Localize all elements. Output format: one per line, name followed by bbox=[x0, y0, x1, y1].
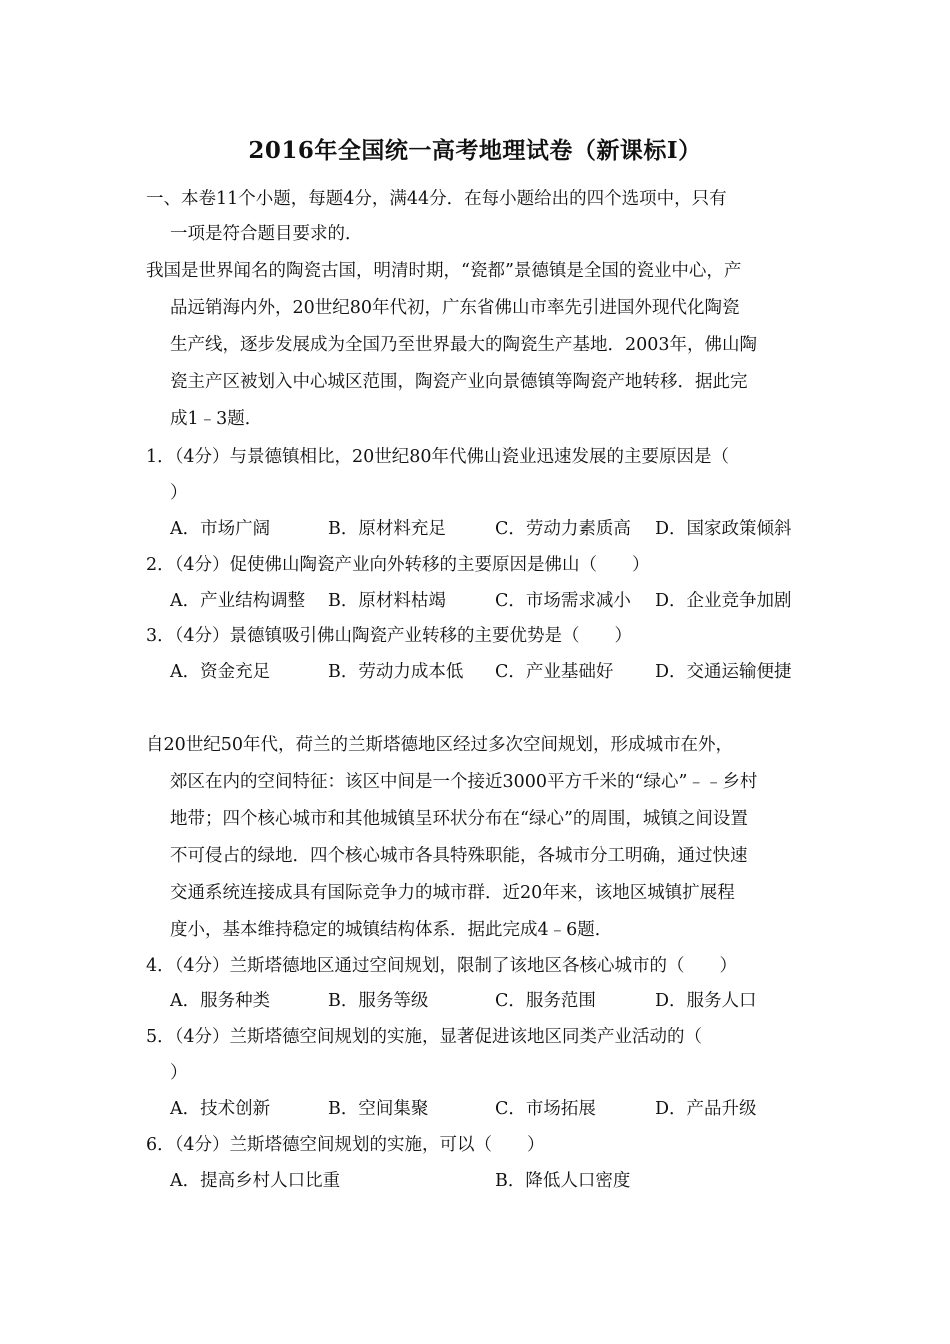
question-5-stem-cont: ） bbox=[170, 1063, 188, 1083]
q3-option-a: A．资金充足 bbox=[170, 662, 271, 682]
q6-option-b: B．降低人口密度 bbox=[495, 1171, 631, 1191]
question-4-stem: 4．（4分）兰斯塔德地区通过空间规划，限制了该地区各核心城市的（ ） bbox=[146, 956, 738, 976]
passage1-line: 我国是世界闻名的陶瓷古国，明清时期，“瓷都”景德镇是全国的瓷业中心，产 bbox=[146, 261, 742, 281]
q3-option-d: D．交通运输便捷 bbox=[655, 662, 792, 682]
passage2-line: 郊区在内的空间特征：该区中间是一个接近3000平方千米的“绿心”﹣﹣乡村 bbox=[170, 772, 758, 792]
passage2-line: 交通系统连接成具有国际竞争力的城市群．近20年来，该地区城镇扩展程 bbox=[170, 883, 735, 903]
q4-option-a: A．服务种类 bbox=[170, 991, 271, 1011]
q3-option-c: C．产业基础好 bbox=[495, 662, 614, 682]
passage1-line: 成1﹣3题． bbox=[170, 409, 263, 429]
q5-option-b: B．空间集聚 bbox=[328, 1099, 429, 1119]
question-5-stem: 5．（4分）兰斯塔德空间规划的实施，显著促进该地区同类产业活动的（ bbox=[146, 1027, 703, 1047]
q1-option-c: C．劳动力素质高 bbox=[495, 519, 631, 539]
q1-option-b: B．原材料充足 bbox=[328, 519, 446, 539]
q5-option-a: A．技术创新 bbox=[170, 1099, 271, 1119]
q6-option-a: A．提高乡村人口比重 bbox=[170, 1171, 341, 1191]
q2-option-d: D．企业竞争加剧 bbox=[655, 591, 792, 611]
q4-option-c: C．服务范围 bbox=[495, 991, 596, 1011]
q4-option-d: D．服务人口 bbox=[655, 991, 757, 1011]
q3-option-b: B．劳动力成本低 bbox=[328, 662, 464, 682]
question-1-stem: 1．（4分）与景德镇相比，20世纪80年代佛山瓷业迅速发展的主要原因是（ bbox=[146, 447, 730, 467]
q1-option-d: D．国家政策倾斜 bbox=[655, 519, 792, 539]
section-instruction-line-1: 一、本卷11个小题，每题4分，满44分．在每小题给出的四个选项中，只有 bbox=[146, 189, 727, 209]
q4-option-b: B．服务等级 bbox=[328, 991, 429, 1011]
passage1-line: 瓷主产区被划入中心城区范围，陶瓷产业向景德镇等陶瓷产地转移．据此完 bbox=[170, 372, 748, 392]
q2-option-b: B．原材料枯竭 bbox=[328, 591, 446, 611]
passage2-line: 自20世纪50年代，荷兰的兰斯塔德地区经过多次空间规划，形成城市在外， bbox=[146, 735, 734, 755]
q1-option-a: A．市场广阔 bbox=[170, 519, 271, 539]
question-6-stem: 6．（4分）兰斯塔德空间规划的实施，可以（ ） bbox=[146, 1135, 545, 1155]
passage2-line: 不可侵占的绿地．四个核心城市各具特殊职能，各城市分工明确，通过快速 bbox=[170, 846, 748, 866]
passage2-line: 度小，基本维持稳定的城镇结构体系．据此完成4﹣6题． bbox=[170, 920, 613, 940]
q2-option-a: A．产业结构调整 bbox=[170, 591, 306, 611]
passage1-line: 品远销海内外，20世纪80年代初，广东省佛山市率先引进国外现代化陶瓷 bbox=[170, 298, 740, 318]
question-2-stem: 2．（4分）促使佛山陶瓷产业向外转移的主要原因是佛山（ ） bbox=[146, 555, 650, 575]
passage2-line: 地带；四个核心城市和其他城镇呈环状分布在“绿心”的周围，城镇之间设置 bbox=[170, 809, 748, 829]
q5-option-c: C．市场拓展 bbox=[495, 1099, 596, 1119]
q2-option-c: C．市场需求减小 bbox=[495, 591, 631, 611]
question-1-stem-cont: ） bbox=[170, 483, 188, 503]
question-3-stem: 3．（4分）景德镇吸引佛山陶瓷产业转移的主要优势是（ ） bbox=[146, 626, 633, 646]
section-instruction-line-2: 一项是符合题目要求的． bbox=[170, 224, 363, 244]
q5-option-d: D．产品升级 bbox=[655, 1099, 757, 1119]
page-title: 2016年全国统一高考地理试卷（新课标Ⅰ） bbox=[248, 137, 702, 164]
passage1-line: 生产线，逐步发展成为全国乃至世界最大的陶瓷生产基地．2003年，佛山陶 bbox=[170, 335, 758, 355]
